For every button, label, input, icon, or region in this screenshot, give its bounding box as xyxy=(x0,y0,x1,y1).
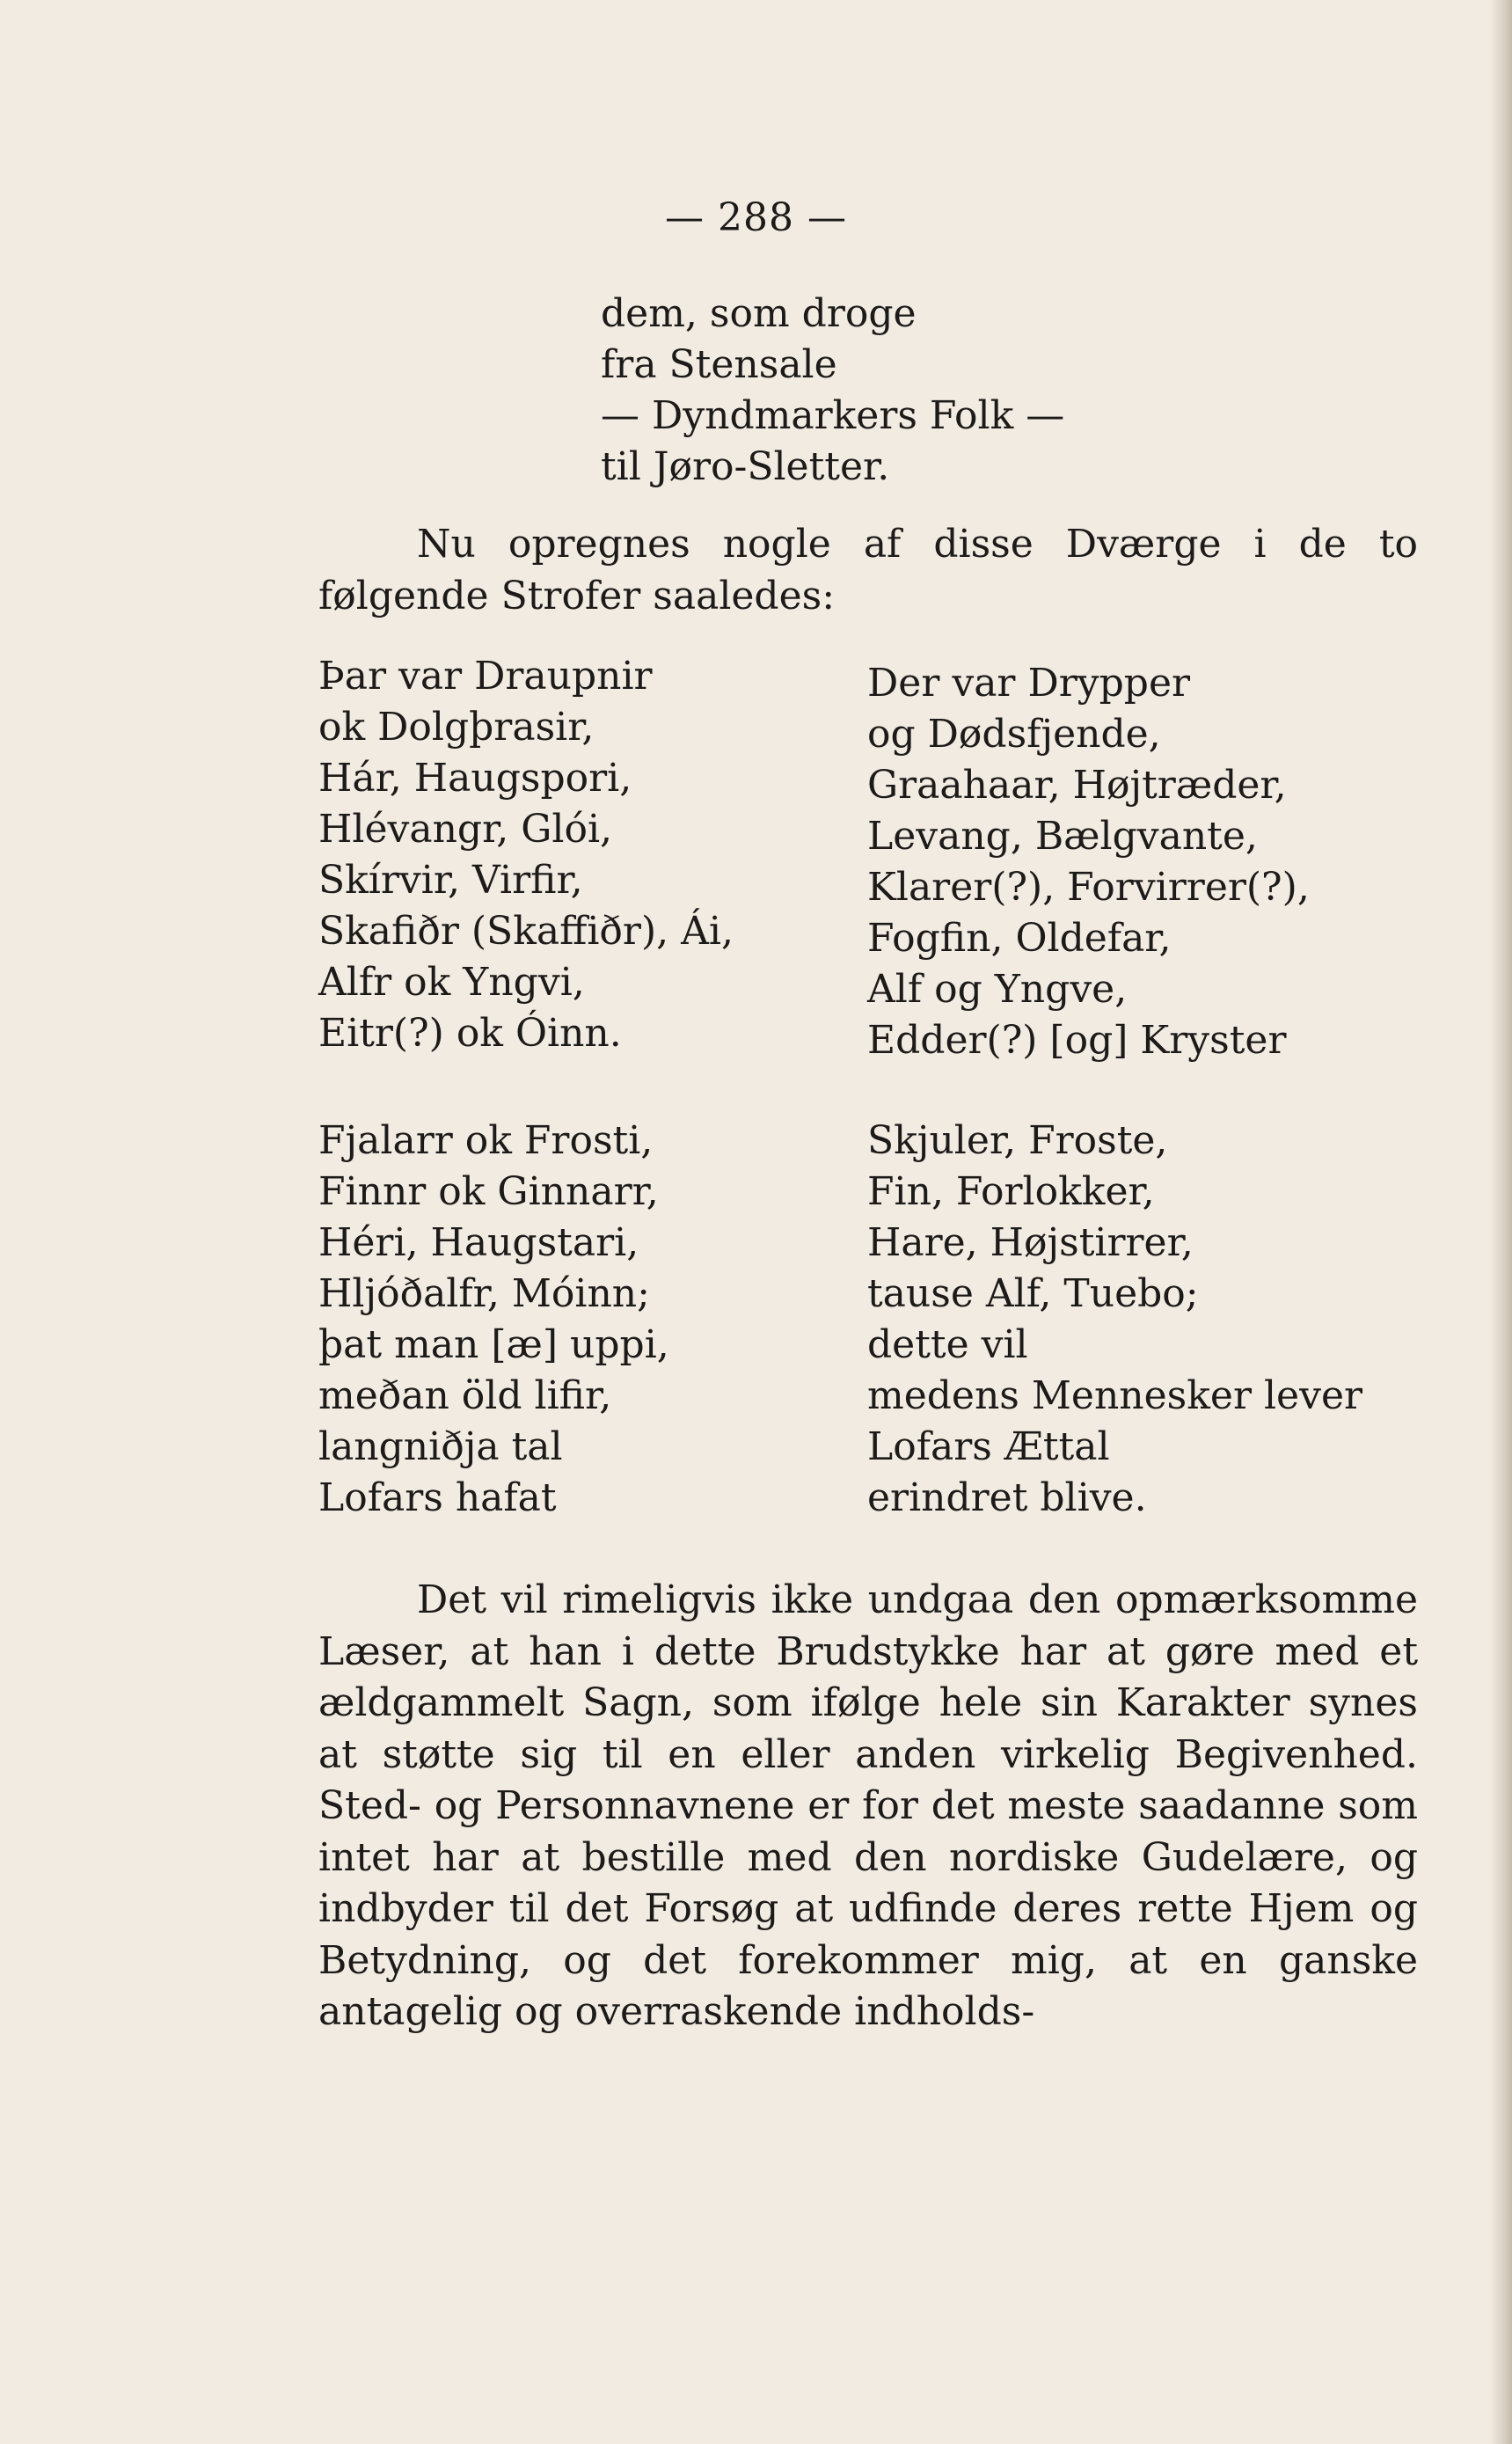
verse-line: Skafiðr (Skaffiðr), Ái, xyxy=(318,909,734,954)
verse-line: medens Mennesker lever xyxy=(867,1373,1363,1418)
paragraph-intro xyxy=(318,519,1418,622)
verse-line: erindret blive. xyxy=(867,1475,1147,1520)
verse-line: Héri, Haugstari, xyxy=(318,1220,639,1265)
verse-line: meðan öld lifir, xyxy=(318,1373,612,1418)
verse-line: fra Stensale xyxy=(601,342,837,387)
paragraph-text: Det vil rimeligvis ikke undgaa den opmærksomme Læser, at han i dette Brudstykke har at gøre med et ældgammelt Sagn, som ifølge hele sin Karakter synes at støtte sig til en eller anden virkelig Begivenhed. Sted- og Personnavnene er for det meste saadanne som intet har at bestille med den nordiske Gudelære, og indbyder til det Forsøg at udfinde deres rette Hjem og Betydning, og det forekommer mig, at en ganske antagelig og overraskende indholds- xyxy=(318,1577,1418,2034)
verse-line: þat man [æ] uppi, xyxy=(318,1322,669,1367)
verse-line: langniðja tal xyxy=(318,1424,563,1469)
paragraph-commentary xyxy=(318,1575,1418,2038)
verse-line: Fin, Forlokker, xyxy=(867,1169,1155,1214)
verse-line: Hár, Haugspori, xyxy=(318,756,632,801)
verse-line: Der var Drypper xyxy=(867,661,1191,706)
verse-line: Þar var Draupnir xyxy=(318,654,653,699)
verse-line: ok Dolgþrasir, xyxy=(318,705,595,750)
stanza2-danish xyxy=(867,1116,1362,1524)
verse-line: Skjuler, Froste, xyxy=(867,1118,1168,1163)
verse-line: Edder(?) [og] Kryster xyxy=(867,1018,1287,1063)
verse-line: Fogfin, Oldefar, xyxy=(867,916,1172,961)
verse-line: Finnr ok Ginnarr, xyxy=(318,1169,659,1214)
verse-line: Alfr ok Yngvi, xyxy=(318,960,585,1005)
verse-line: dem, som droge xyxy=(601,291,917,336)
page-number: — 288 — xyxy=(665,195,847,240)
verse-line: tause Alf, Tuebo; xyxy=(867,1271,1199,1316)
verse-line: Hlévangr, Glói, xyxy=(318,807,613,852)
verse-line: dette vil xyxy=(867,1322,1028,1367)
page-edge-shadow xyxy=(1489,0,1512,2444)
intro-verse xyxy=(601,289,1064,493)
stanza2-old-norse xyxy=(318,1116,669,1524)
verse-line: Fjalarr ok Frosti, xyxy=(318,1118,654,1163)
verse-line: til Jøro-Sletter. xyxy=(601,444,890,489)
verse-line: Skírvir, Virfir, xyxy=(318,858,583,903)
verse-line: Levang, Bælgvante, xyxy=(867,814,1258,859)
verse-line: Graahaar, Højtræder, xyxy=(867,763,1287,808)
verse-line: Eitr(?) ok Óinn. xyxy=(318,1011,622,1056)
verse-line: Hare, Højstirrer, xyxy=(867,1220,1194,1265)
verse-line: Lofars hafat xyxy=(318,1475,557,1520)
verse-line: Klarer(?), Forvirrer(?), xyxy=(867,865,1310,910)
stanza1-old-norse xyxy=(318,651,734,1059)
verse-line: Alf og Yngve, xyxy=(867,967,1128,1012)
verse-line: Hljóðalfr, Móinn; xyxy=(318,1271,650,1316)
verse-line: og Dødsfjende, xyxy=(867,712,1161,757)
paragraph-text: Nu opregnes nogle af disse Dværge i de to følgende Strofer saaledes: xyxy=(318,522,1418,618)
verse-line: Lofars Ættal xyxy=(867,1424,1110,1469)
stanza1-danish xyxy=(867,658,1310,1066)
verse-line: — Dyndmarkers Folk — xyxy=(601,393,1065,438)
